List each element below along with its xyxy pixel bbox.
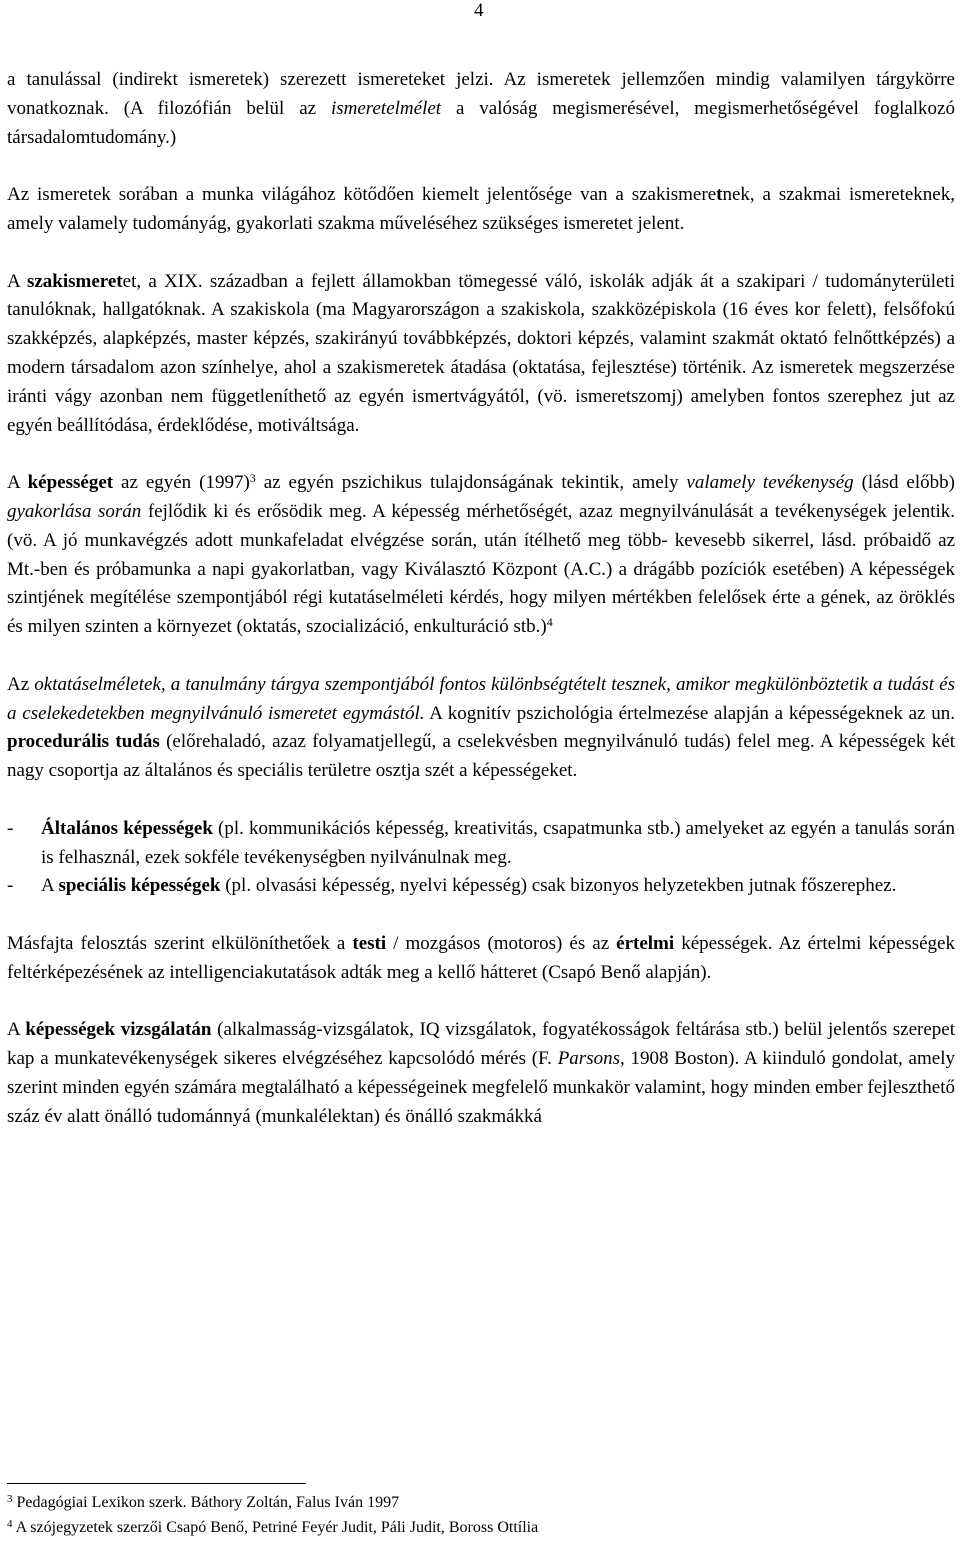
text-run: nek, a szakmai ismereteknek, amely valamely tudományág, gyakorlati szakma műveléséhez szükséges ismeretet jelent. bbox=[7, 184, 955, 234]
text-run: Az ismeretek sorában a munka világához kötődően kiemelt jelentősége van a szakismere bbox=[7, 184, 717, 206]
text-run: (pl. kommunikációs képesség, kreativitás, csapatmunka stb.) amelyeket az egyén a tanulás során is felhasznál, ezek sokféle tevékenységben nyilvánulnak meg. bbox=[41, 817, 955, 868]
italic-name: Parsons bbox=[557, 1048, 620, 1070]
footnote-number: 4 bbox=[7, 1518, 13, 1530]
bold-term: Általános képességek bbox=[41, 817, 213, 839]
document-body bbox=[7, 66, 955, 1131]
bullet-text bbox=[41, 815, 955, 873]
paragraph-education-theory bbox=[7, 671, 955, 786]
paragraph-ability-testing bbox=[7, 1016, 955, 1131]
text-run: a tanulással (indirekt ismeretek) szerezett ismereteket jelzi. Az ismeretek jellemzően mindig valamilyen tárgykörre vonatkoznak. (A filozófián belül az bbox=[7, 69, 955, 119]
paragraph-ability-types bbox=[7, 930, 955, 988]
bold-letter: t bbox=[716, 184, 723, 206]
footnotes bbox=[7, 1490, 955, 1540]
list-item bbox=[7, 872, 955, 901]
page-number: 4 bbox=[474, 0, 484, 21]
italic-term: ismeretelmélet bbox=[330, 97, 442, 119]
footnote-text: A szójegyzetek szerzői Csapó Benő, Petriné Feyér Judit, Páli Judit, Boross Ottília bbox=[12, 1519, 539, 1536]
paragraph-vocational-school bbox=[7, 268, 955, 441]
text-run: fejlődik ki és erősödik meg. A képesség mérhetőségét, azaz megnyilvánulását a tevékenységek jelentik. (vö. A jó munkavégzés adott munkafeladat elvégzése során, után ítélhető meg több- kevesebb sikerrel, lásd. próbaidő az Mt.-ben és próbamunka a napi gyakorlatban, vagy Kiválasztó Központ (A.C.) a drágább pozíciók esetében) A képességek szintjének megítélése szempontjából régi kutatáselméleti kérdés, hogy milyen mértékben felelősek érte a gének, az öröklés és milyen szinten a környezet (oktatás, szocializáció, enkulturáció stb.) bbox=[7, 500, 955, 638]
italic-sentence: oktatáselméletek, a tanulmány tárgya szempontjából fontos különbségtételt tesznek, amikor megkülönböztetik a tudást és a cselekedetekben megnyilvánuló ismeretet egymástól. bbox=[7, 673, 955, 724]
bold-term: szakismeret bbox=[26, 270, 123, 292]
text-run: (előrehaladó, azaz folyamatjellegű, a cselekvésben megnyilvánuló tudás) felel meg. A képességek két nagy csoportja az általános és speciális területre osztja szét a képességeket. bbox=[7, 731, 955, 782]
ability-bullet-list bbox=[7, 815, 955, 901]
text-run: Az bbox=[7, 673, 35, 695]
text-run: et, a XIX. században a fejlett államokban tömegessé váló, iskolák adják át a szakipari / tudományterületi tanulóknak, hallgatóknak. A szakiskola (ma Magyarországon a szakiskola, szakközépiskola (16 éves kor felett), felsőfokú szakképzés, alapképzés, master képzés, szakirányú továbbképzés, doktori képzés, valamint szakmát oktató felnőttképzés) a modern társadalom azon színhelye, ahol a szakismeretek átadása (oktatása, fejlesztése) történik. Az ismeretek megszerzése iránti vágy azonban nem függetleníthető az egyén ismertvágyától, (vö. ismeretszomj) amelyben fontos szerephez jut az egyén beállítódása, érdeklődése, motiváltsága. bbox=[7, 270, 955, 436]
text-run: A bbox=[41, 875, 59, 897]
bold-term: procedurális tudás bbox=[7, 731, 160, 753]
footnote-separator bbox=[7, 1483, 306, 1484]
list-item bbox=[7, 815, 955, 873]
text-run: A kognitív pszichológia értelmezése alapján a képességeknek az un. bbox=[424, 702, 955, 724]
bold-term: képességek vizsgálatán bbox=[25, 1019, 212, 1041]
footnote-ref-3[interactable]: 3 bbox=[249, 471, 256, 486]
bold-term: speciális képességek bbox=[58, 875, 221, 897]
bullet-text bbox=[41, 872, 955, 901]
text-run: / mozgásos (motoros) és az bbox=[386, 932, 617, 954]
text-run: a valóság megismerésével, megismerhetőségével foglalkozó társadalomtudomány.) bbox=[7, 97, 955, 148]
footnote-3 bbox=[7, 1490, 955, 1515]
footnote-ref-4[interactable]: 4 bbox=[546, 615, 553, 630]
paragraph-professional-knowledge bbox=[7, 181, 955, 239]
text-run: (alkalmasság-vizsgálatok, IQ vizsgálatok, fogyatékosságok feltárása stb.) belül jelentős szerepet kap a munkatevékenységek sikeres elvégzéséhez kapcsolódó mérés (F. bbox=[7, 1019, 955, 1070]
paragraph-ability bbox=[7, 469, 955, 642]
text-run: (pl. olvasási képesség, nyelvi képesség) csak bizonyos helyzetekben jutnak főszerephez. bbox=[220, 875, 897, 897]
footnote-text: Pedagógiai Lexikon szerk. Báthory Zoltán, Falus Iván 1997 bbox=[12, 1494, 400, 1511]
text-run: , 1908 Boston). A kiinduló gondolat, amely szerint minden egyén számára megtalálható a képességeinek megfelelő munkakör valamint, hogy minden ember fejleszthető száz év alatt önálló tudománnyá (munkalélektan) és önálló szakmákká bbox=[7, 1048, 955, 1127]
paragraph-knowledge-intro bbox=[7, 66, 955, 152]
text-run: A bbox=[7, 270, 27, 292]
text-run: az egyén pszichikus tulajdonságának tekintik, amely bbox=[255, 472, 687, 494]
bullet-dash: - bbox=[7, 817, 14, 839]
text-run: Másfajta felosztás szerint elkülöníthetőek a bbox=[7, 932, 353, 954]
bold-term: képességet bbox=[27, 472, 114, 494]
text-run: képességek. Az értelmi képességek feltérképezésének az intelligenciakutatások adták meg a kellő hátteret (Csapó Benő alapján). bbox=[7, 932, 955, 983]
footnote-4 bbox=[7, 1515, 955, 1540]
text-run: A bbox=[7, 472, 28, 494]
text-run: A bbox=[7, 1019, 26, 1041]
italic-term: gyakorlása során bbox=[7, 500, 142, 522]
bold-term: testi bbox=[352, 932, 387, 954]
text-run: az egyén (1997) bbox=[113, 472, 250, 494]
bold-term: értelmi bbox=[616, 932, 675, 954]
bullet-dash: - bbox=[7, 875, 14, 897]
footnote-number: 3 bbox=[7, 1493, 13, 1505]
text-run: (lásd előbb) bbox=[853, 472, 955, 494]
italic-term: valamely tevékenység bbox=[686, 472, 854, 494]
